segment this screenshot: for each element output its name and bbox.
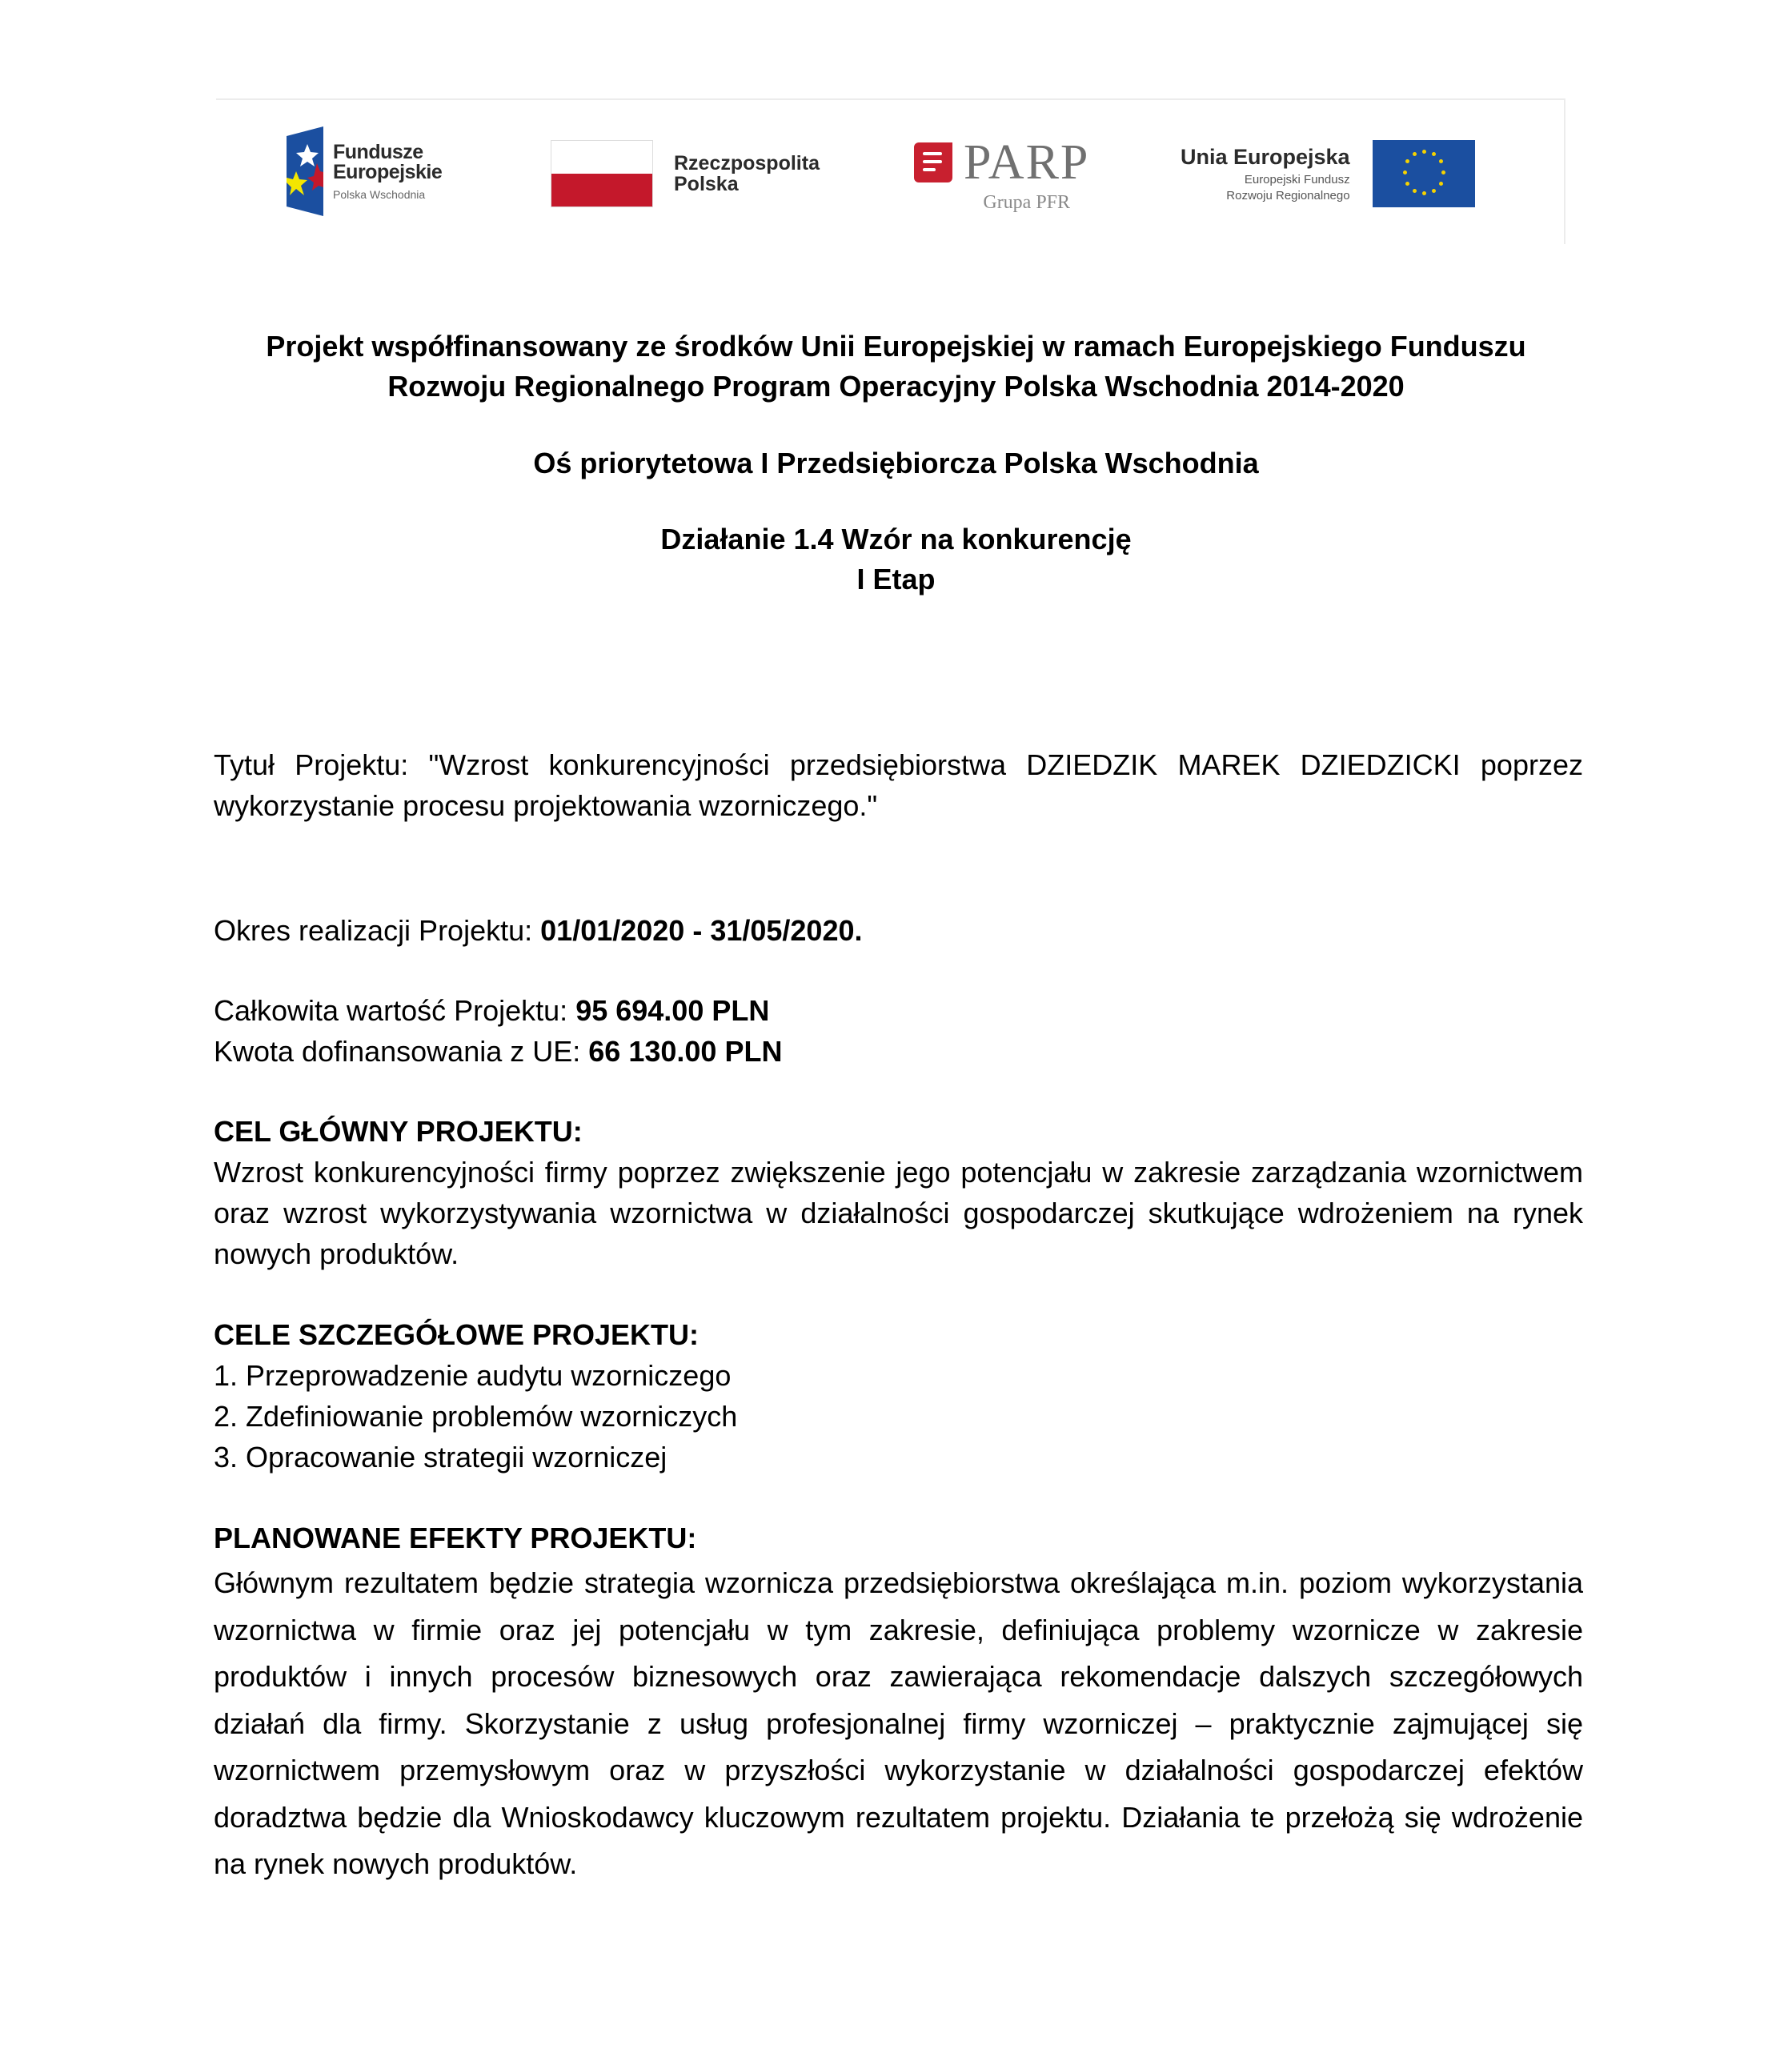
funding-value: 66 130.00 PLN [588,1035,783,1068]
parp-logo [914,135,1090,214]
ue-line3: Rozwoju Regionalnego [1226,189,1350,203]
period-label: Okres realizacji Projektu: [214,914,533,947]
rzeczpospolita-line1: Rzeczpospolita [674,151,820,174]
rzeczpospolita-logo [551,140,820,207]
fundusze-line1: Fundusze [333,141,423,163]
specific-goal-item: 2. Zdefiniowanie problemów wzorniczych [214,1400,738,1433]
parp-mark-icon [914,142,952,182]
rzeczpospolita-line2: Polska [674,173,739,195]
ue-line1: Unia Europejska [1181,144,1350,169]
fundusze-europejskie-icon [287,126,323,216]
specific-goals-header: CELE SZCZEGÓŁOWE PROJEKTU: [214,1318,700,1351]
total-value-row [214,990,1583,1031]
specific-goal-item: 3. Opracowanie strategii wzorniczej [214,1441,667,1474]
unia-europejska-logo [1181,140,1475,207]
fundusze-line2: Europejskie [333,161,443,183]
priority-axis: Oś priorytetowa I Przedsiębiorcza Polska Wschodnia [533,447,1259,479]
planned-effects-header: PLANOWANE EFEKTY PROJEKTU: [214,1522,697,1554]
main-goal-section [214,1111,1583,1274]
project-title-label: Tytuł Projektu: [214,748,409,781]
eu-flag-icon [1373,140,1475,207]
main-goal-text: Wzrost konkurencyjności firmy poprzez zwiększenie jego potencjału w zakresie zarządzania wzornictwem oraz wzrost wykorzystywania wzornictwa w działalności gospodarczej skutkujące wdrożeniem na rynek nowych produktów. [214,1156,1583,1270]
polish-flag-icon [551,140,653,207]
parp-name: PARP [964,135,1090,190]
funding-row [214,1031,1583,1072]
project-title [214,744,1583,826]
project-title-value: "Wzrost konkurencyjności przedsiębiorstwa DZIEDZIK MAREK DZIEDZICKI poprzez wykorzystanie procesu projektowania wzorniczego." [214,748,1583,822]
main-goal-header: CEL GŁÓWNY PROJEKTU: [214,1115,583,1148]
specific-goal-item: 1. Przeprowadzenie audytu wzorniczego [214,1359,732,1392]
ue-line2: Europejski Fundusz [1244,173,1350,187]
fundusze-line3: Polska Wschodnia [333,188,426,201]
fundusze-europejskie-logo [287,126,442,216]
action-heading [0,519,1792,599]
planned-effects-section [214,1518,1583,1888]
period-value: 01/01/2020 - 31/05/2020. [540,914,863,947]
cofinancing-heading [0,327,1792,407]
action-title: Działanie 1.4 Wzór na konkurencję [660,523,1132,555]
total-label: Całkowita wartość Projektu: [214,994,568,1027]
funding-label: Kwota dofinansowania z UE: [214,1035,581,1068]
heading-line1: Projekt współfinansowany ze środków Unii Europejskiej w ramach Europejskiego Funduszu [266,330,1526,363]
specific-goals-section [214,1314,1583,1478]
project-values [214,990,1583,1072]
heading-line2: Rozwoju Regionalnego Program Operacyjny Polska Wschodnia 2014-2020 [387,370,1405,403]
total-value: 95 694.00 PLN [575,994,770,1027]
project-period [214,910,1583,951]
stage-title: I Etap [856,563,936,595]
parp-sub: Grupa PFR [983,192,1071,213]
planned-effects-text: Głównym rezultatem będzie strategia wzornicza przedsiębiorstwa określająca m.in. poziom wykorzystania wzornictwa w firmie oraz jej potencjału w tym zakresie, definiująca problemy wzornicze w zakresie produktów i innych procesów biznesowych oraz zawierająca rekomendacje dalszych szczegółowych działań dla firmy. Skorzystanie z usług profesjonalnej firmy wzorniczej – praktycznie zajmującej się wzornictwem przemysłowym oraz w przyszłości wykorzystanie w działalności gospodarczej efektów doradztwa będzie dla Wnioskodawcy kluczowym rezultatem projektu. Działania te przełożą się wdrożenie na rynek nowych produktów. [214,1566,1583,1880]
